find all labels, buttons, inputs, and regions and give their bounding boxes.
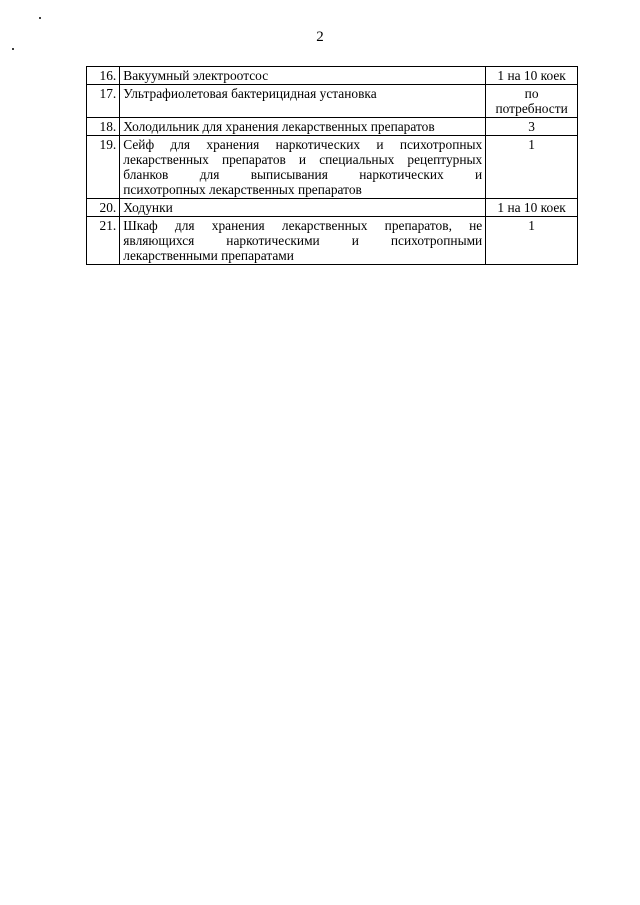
item-quantity: 1 [486,136,578,199]
table-row [87,67,578,85]
item-name: Вакуумный электроотсос [120,67,486,85]
scan-speck [39,17,41,19]
row-number: 21. [87,217,120,265]
item-name-line: Сейф для хранения наркотических и психотропных [123,137,483,152]
item-quantity: 1 [486,217,578,265]
table-row [87,118,578,136]
row-number: 18. [87,118,120,136]
item-quantity: 1 на 10 коек [486,199,578,217]
page-number: 2 [316,29,324,45]
item-quantity-line: потребности [495,101,568,116]
item-name [120,136,486,199]
item-quantity-line: по [524,86,539,101]
item-name [120,217,486,265]
item-name: Ультрафиолетовая бактерицидная установка [120,85,486,118]
item-name: Ходунки [120,199,486,217]
table-row [87,136,578,199]
item-quantity: 1 на 10 коек [486,67,578,85]
table-row [87,85,578,118]
equipment-table [86,66,578,265]
row-number: 20. [87,199,120,217]
item-name-line: бланков для выписывания наркотических и [123,167,483,182]
item-name-line: лекарственных препаратов и специальных рецептурных [123,152,483,167]
row-number: 17. [87,85,120,118]
item-name-line: психотропных лекарственных препаратов [123,182,362,197]
item-quantity: 3 [486,118,578,136]
table-row [87,199,578,217]
scan-speck [12,48,14,50]
item-name-line: лекарственными препаратами [123,248,294,263]
item-name-line: являющихся наркотическими и психотропными [123,233,483,248]
row-number: 19. [87,136,120,199]
item-quantity [486,85,578,118]
item-name-line: Шкаф для хранения лекарственных препаратов, не [123,218,483,233]
table-row [87,217,578,265]
item-name: Холодильник для хранения лекарственных препаратов [120,118,486,136]
row-number: 16. [87,67,120,85]
